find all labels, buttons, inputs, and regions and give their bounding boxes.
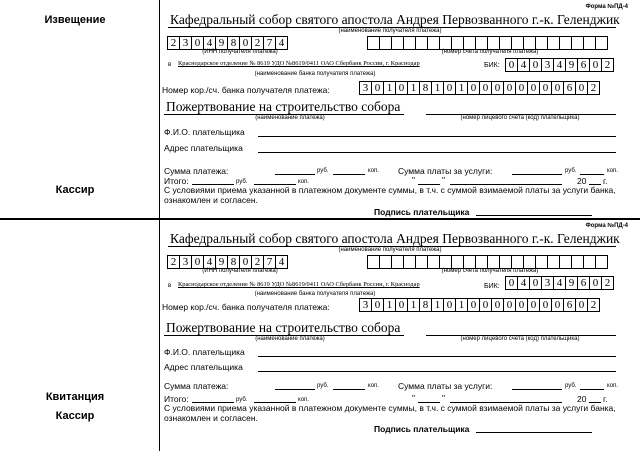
corr-account-boxes [360,81,600,95]
sum-label: Сумма платежа: [164,381,229,391]
corr-account-label: Номер кор./сч. банка получателя платежа: [162,302,330,312]
inn-digit-box: 2 [167,255,180,269]
bank-prefix: в [168,62,172,68]
bik-digit-box: 0 [589,276,602,290]
inn-digit-box: 3 [179,36,192,50]
fee-rub: руб. [565,383,577,389]
date-quote-open: " [412,393,416,403]
bik-digit-box: 3 [541,276,554,290]
sum-rub: руб. [317,383,329,389]
date-quote-close: " [442,175,446,185]
signature-label: Подпись плательщика [374,424,470,434]
inn-digit-box: 9 [215,255,228,269]
corr-digit-box: 0 [515,298,528,312]
inn-boxes [168,36,288,50]
bik-digit-box: 6 [577,58,590,72]
corr-account-boxes [360,298,600,312]
inn-digit-box: 2 [167,36,180,50]
bank-caption: (наименование банка получателя платежа) [254,291,376,297]
bik-digit-box: 4 [517,276,530,290]
signature-line[interactable] [476,215,592,216]
corr-digit-box: 1 [455,81,468,95]
bik-digit-box: 9 [565,58,578,72]
left-column-divider [159,0,160,451]
corr-digit-box: 0 [479,81,492,95]
bik-digit-box: 0 [505,58,518,72]
bik-digit-box: 9 [565,276,578,290]
total-label: Итого: [164,394,189,404]
fio-label: Ф.И.О. плательщика [164,347,245,357]
account-caption: (номер счета получателя платежа) [441,268,539,274]
recipient-caption: (наименование получателя платежа) [338,28,442,34]
date-year-suffix: г. [603,394,608,404]
bank-name: Краснодарское отделение № 8619 УДО №8619/0411 ОАО Сбербанк России, г. Краснодар [178,60,420,67]
corr-digit-box: 2 [587,81,600,95]
account-boxes [368,36,608,50]
corr-digit-box: 0 [395,81,408,95]
corr-digit-box: 1 [455,298,468,312]
address-line[interactable] [258,371,616,372]
bik-label: БИК: [484,283,500,290]
sum-rub-line[interactable] [275,389,315,390]
corr-digit-box: 0 [551,81,564,95]
corr-account-label: Номер кор./сч. банка получателя платежа: [162,85,330,95]
bik-boxes [506,58,614,72]
corr-digit-box: 3 [359,81,372,95]
corr-digit-box: 0 [395,298,408,312]
bik-digit-box: 4 [517,58,530,72]
corr-digit-box: 0 [467,298,480,312]
corr-digit-box: 8 [419,298,432,312]
bik-digit-box: 3 [541,58,554,72]
corr-digit-box: 0 [539,298,552,312]
fee-kop: коп. [607,383,618,389]
corr-digit-box: 0 [575,81,588,95]
corr-digit-box: 8 [419,81,432,95]
sum-rub-line[interactable] [275,174,315,175]
corr-digit-box: 1 [383,298,396,312]
corr-digit-box: 0 [371,81,384,95]
corr-digit-box: 6 [563,298,576,312]
recipient-caption: (наименование получателя платежа) [338,247,442,253]
personal-account-caption: (номер лицевого счета (код) плательщика) [460,336,580,342]
inn-digit-box: 9 [215,36,228,50]
sum-kop: коп. [368,168,379,174]
fee-label: Сумма платы за услуги: [398,166,493,176]
form-label: Форма №ПД-4 [585,223,628,229]
sum-rub: руб. [317,168,329,174]
corr-digit-box: 0 [491,81,504,95]
corr-digit-box: 0 [443,81,456,95]
corr-digit-box: 0 [515,81,528,95]
fio-line[interactable] [258,136,616,137]
fee-rub-line[interactable] [512,389,562,390]
bik-digit-box: 0 [529,58,542,72]
fee-kop: коп. [607,168,618,174]
inn-caption: (ИНН получателя платежа) [202,268,278,274]
fee-rub: руб. [565,168,577,174]
corr-digit-box: 0 [575,298,588,312]
corr-digit-box: 3 [359,298,372,312]
corr-digit-box: 0 [539,81,552,95]
bik-digit-box: 4 [553,276,566,290]
corr-digit-box: 0 [467,81,480,95]
consent-text: С условиями приема указанной в платежном документе суммы, в т.ч. с суммой взимаемой платы за услуги банка, ознакомлен и согласен. [164,185,616,205]
inn-digit-box: 2 [251,255,264,269]
total-rub: руб. [236,397,248,403]
date-year: 20 [577,176,587,186]
corr-digit-box: 1 [383,81,396,95]
corr-digit-box: 0 [371,298,384,312]
payment-purpose: Пожертвование на строительство собора [166,99,401,114]
inn-digit-box: 0 [239,36,252,50]
fio-label: Ф.И.О. плательщика [164,127,245,137]
corr-digit-box: 0 [527,81,540,95]
sum-kop-line[interactable] [333,174,365,175]
total-label: Итого: [164,176,189,186]
corr-digit-box: 0 [527,298,540,312]
corr-digit-box: 0 [503,298,516,312]
fee-kop-line[interactable] [580,389,604,390]
address-label: Адрес плательщика [164,143,243,153]
bank-prefix: в [168,283,172,289]
date-quote-open: " [412,175,416,185]
notice-cashier-label: Кассир [55,184,95,196]
corr-digit-box: 1 [407,298,420,312]
fee-rub-line[interactable] [512,174,562,175]
inn-boxes [168,255,288,269]
address-line[interactable] [258,152,616,153]
receipt-cashier-label: Кассир [55,410,95,422]
inn-digit-box: 4 [275,36,288,50]
date-year: 20 [577,394,587,404]
account-digit-box[interactable] [595,255,608,269]
corr-digit-box: 1 [431,298,444,312]
receipt-title: Квитанция [45,391,105,403]
bik-digit-box: 6 [577,276,590,290]
account-caption: (номер счета получателя платежа) [441,49,539,55]
consent-text: С условиями приема указанной в платежном документе суммы, в т.ч. с суммой взимаемой платы за услуги банка, ознакомлен и согласен. [164,403,616,423]
bik-label: БИК: [484,62,500,69]
inn-digit-box: 0 [239,255,252,269]
account-boxes [368,255,608,269]
corr-digit-box: 0 [479,298,492,312]
payment-purpose: Пожертвование на строительство собора [166,320,401,335]
total-kop: коп. [298,179,309,185]
section-divider [0,218,640,220]
fee-label: Сумма платы за услуги: [398,381,493,391]
purpose-caption: (наименование платежа) [255,336,325,342]
fee-kop-line[interactable] [580,174,604,175]
inn-caption: (ИНН получателя платежа) [202,49,278,55]
form-label: Форма №ПД-4 [585,4,628,10]
corr-digit-box: 6 [563,81,576,95]
purpose-caption: (наименование платежа) [255,115,325,121]
bank-caption: (наименование банка получателя платежа) [254,71,376,77]
bik-digit-box: 4 [553,58,566,72]
bank-name: Краснодарское отделение № 8619 УДО №8619/0411 ОАО Сбербанк России, г. Краснодар [178,281,420,288]
corr-digit-box: 0 [551,298,564,312]
inn-digit-box: 3 [179,255,192,269]
inn-digit-box: 8 [227,36,240,50]
date-quote-close: " [442,393,446,403]
signature-label: Подпись плательщика [374,207,470,217]
corr-digit-box: 1 [407,81,420,95]
recipient-name: Кафедральный собор святого апостола Андрея Первозванного г.-к. Геленджик [170,12,620,27]
corr-digit-box: 0 [491,298,504,312]
account-digit-box[interactable] [595,36,608,50]
corr-digit-box: 0 [503,81,516,95]
date-year-suffix: г. [603,176,608,186]
bik-digit-box: 2 [601,58,614,72]
address-label: Адрес плательщика [164,362,243,372]
sum-label: Сумма платежа: [164,166,229,176]
inn-digit-box: 7 [263,36,276,50]
fio-line[interactable] [258,356,616,357]
inn-digit-box: 4 [203,255,216,269]
corr-digit-box: 0 [443,298,456,312]
inn-digit-box: 4 [275,255,288,269]
inn-digit-box: 4 [203,36,216,50]
bik-digit-box: 0 [529,276,542,290]
bik-digit-box: 0 [589,58,602,72]
bik-digit-box: 2 [601,276,614,290]
notice-title: Извещение [44,14,106,26]
signature-line[interactable] [476,432,592,433]
inn-digit-box: 0 [191,255,204,269]
recipient-name: Кафедральный собор святого апостола Андрея Первозванного г.-к. Геленджик [170,231,620,246]
personal-account-caption: (номер лицевого счета (код) плательщика) [460,115,580,121]
total-kop: коп. [298,397,309,403]
sum-kop-line[interactable] [333,389,365,390]
inn-digit-box: 7 [263,255,276,269]
inn-digit-box: 8 [227,255,240,269]
bik-digit-box: 0 [505,276,518,290]
corr-digit-box: 1 [431,81,444,95]
inn-digit-box: 2 [251,36,264,50]
inn-digit-box: 0 [191,36,204,50]
sum-kop: коп. [368,383,379,389]
corr-digit-box: 2 [587,298,600,312]
total-rub: руб. [236,179,248,185]
bik-boxes [506,276,614,290]
